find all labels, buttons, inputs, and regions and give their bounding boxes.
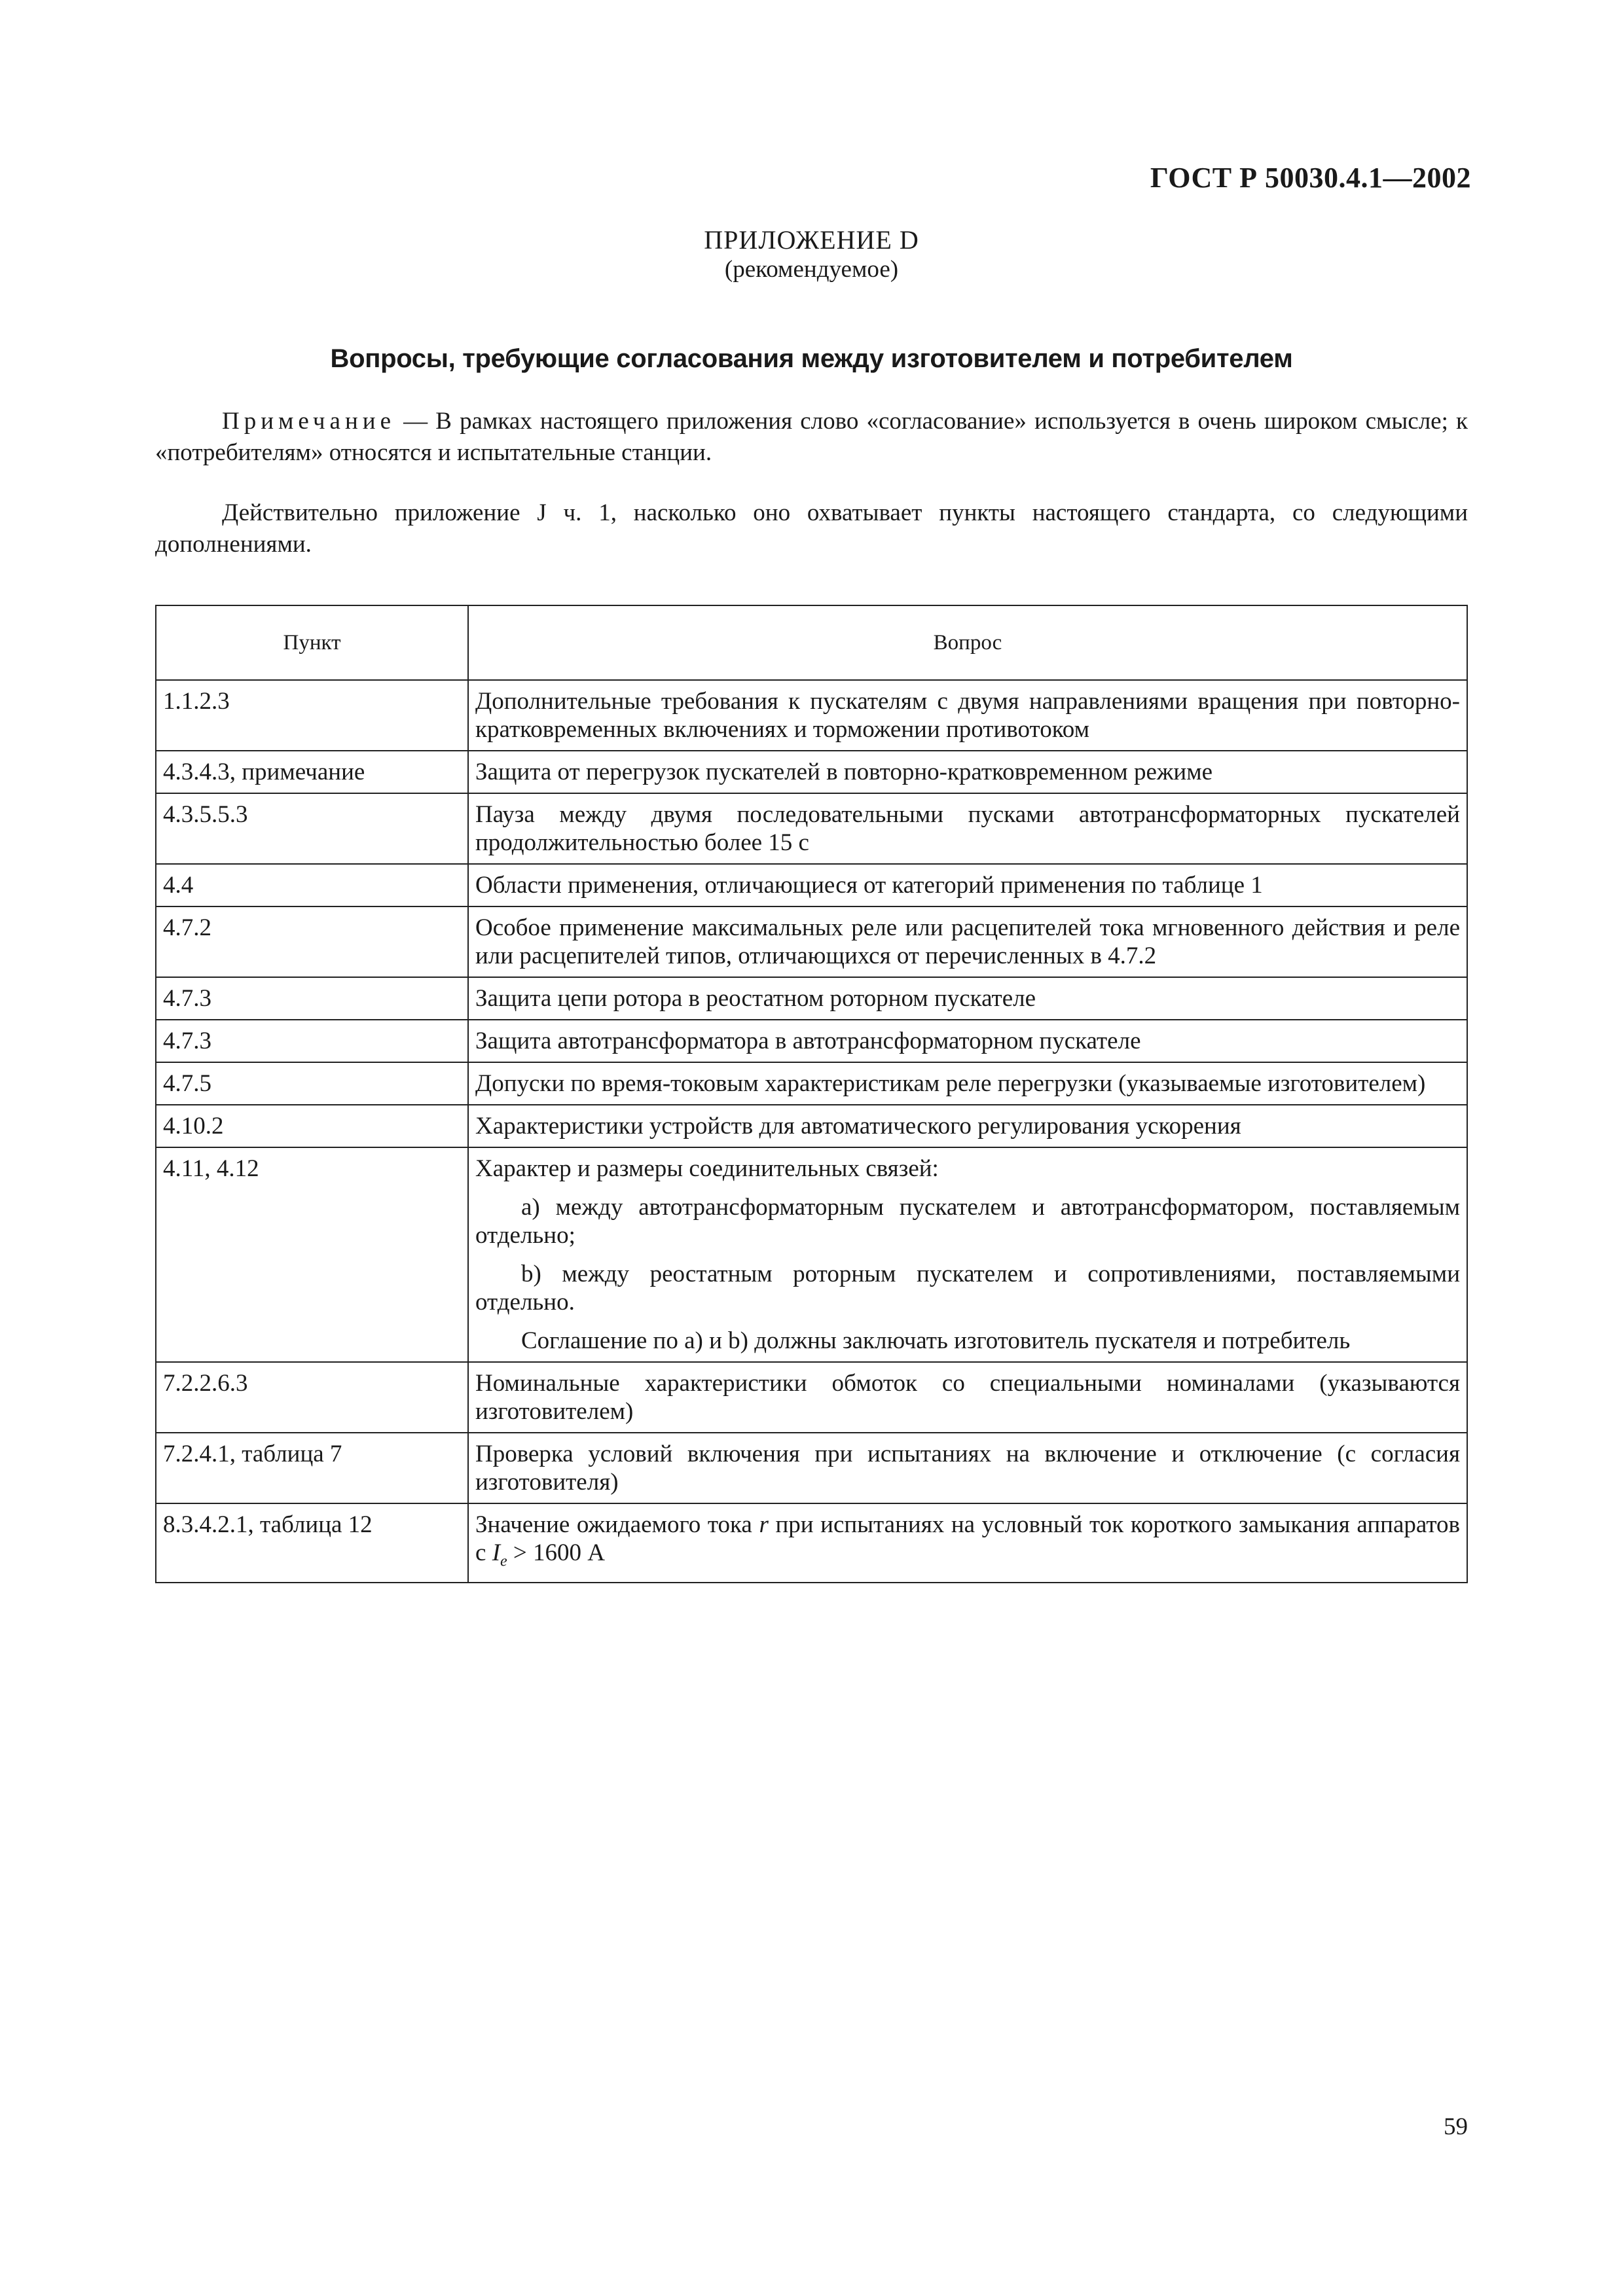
table-row: [156, 751, 1467, 793]
question-cell: Особое применение максимальных реле или расцепителей тока мгновенного действия и реле или расцепителей типов, отличающихся от перечисленных в 4.7.2: [468, 906, 1467, 977]
header-clause: Пункт: [156, 605, 468, 680]
clause-cell: 4.7.5: [156, 1062, 468, 1105]
question-cell: Области применения, отличающиеся от категорий применения по таблице 1: [468, 864, 1467, 906]
clause-cell: 4.7.3: [156, 977, 468, 1020]
subscript-e: e: [500, 1552, 507, 1570]
question-cell: Дополнительные требования к пускателям с двумя направлениями вращения при повторно-кратковременных включениях и торможении противотоком: [468, 680, 1467, 751]
question-item: Соглашение по а) и b) должны заключать изготовитель пускателя и потребитель: [521, 1327, 1351, 1354]
note-text: — В рамках настоящего приложения слово «согласование» используется в очень широком смысле; к «потребителям» относятся и испытательные станции.: [155, 408, 1468, 466]
clause-cell: 4.4: [156, 864, 468, 906]
question-lead: Характер и размеры соединительных связей:: [475, 1155, 939, 1182]
table-row: [156, 1433, 1467, 1503]
table-row: [156, 1020, 1467, 1062]
question-text: > 1600 А: [507, 1539, 606, 1566]
question-cell: Защита автотрансформатора в автотрансформаторном пускателе: [468, 1020, 1467, 1062]
header-question: Вопрос: [468, 605, 1467, 680]
clause-cell: 8.3.4.2.1, таблица 12: [156, 1503, 468, 1583]
question-cell: Проверка условий включения при испытаниях на включение и отключение (с согласия изготовителя): [468, 1433, 1467, 1503]
question-cell: Номинальные характеристики обмоток со специальными номиналами (указываются изготовителем): [468, 1362, 1467, 1433]
intro-paragraph: Действительно приложение J ч. 1, насколько оно охватывает пункты настоящего стандарта, со следующими дополнениями.: [155, 499, 1468, 558]
table-header-row: [156, 605, 1467, 680]
variable-i: I: [492, 1539, 501, 1566]
question-cell: Пауза между двумя последовательными пусками автотрансформаторных пускателей продолжительностью более 15 с: [468, 793, 1467, 864]
note-label: Примечание: [222, 408, 395, 435]
table-row: [156, 793, 1467, 864]
clause-cell: 4.10.2: [156, 1105, 468, 1147]
question-text: Значение ожидаемого тока: [475, 1511, 759, 1538]
table-row: [156, 864, 1467, 906]
table-row: [156, 977, 1467, 1020]
section-title: Вопросы, требующие согласования между изготовителем и потребителем: [330, 344, 1293, 373]
appendix-subtitle: (рекомендуемое): [724, 256, 899, 283]
table-row: [156, 1503, 1467, 1583]
appendix-heading: [0, 225, 1623, 284]
question-cell: Допуски по время-токовым характеристикам реле перегрузки (указываемые изготовителем): [468, 1062, 1467, 1105]
table-row: [156, 1105, 1467, 1147]
clause-cell: 4.3.4.3, примечание: [156, 751, 468, 793]
question-item: а) между автотрансформаторным пускателем и автотрансформатором, поставляемым отдельно;: [475, 1194, 1460, 1249]
question-cell: Защита цепи ротора в реостатном роторном пускателе: [468, 977, 1467, 1020]
clause-cell: 4.7.3: [156, 1020, 468, 1062]
question-cell: [468, 1147, 1467, 1362]
document-code: ГОСТ Р 50030.4.1—2002: [1150, 162, 1471, 194]
clause-cell: 7.2.4.1, таблица 7: [156, 1433, 468, 1503]
clause-cell: 4.3.5.5.3: [156, 793, 468, 864]
variable-ie: [492, 1539, 507, 1570]
question-cell: [468, 1503, 1467, 1583]
requirements-table: [155, 605, 1468, 1583]
question-cell: Характеристики устройств для автоматического регулирования ускорения: [468, 1105, 1467, 1147]
note-paragraph: [155, 406, 1468, 469]
table-row: [156, 1147, 1467, 1362]
question-item: b) между реостатным роторным пускателем и сопротивлениями, поставляемыми отдельно.: [475, 1261, 1460, 1316]
question-cell: Защита от перегрузок пускателей в повторно-кратковременном режиме: [468, 751, 1467, 793]
appendix-title: ПРИЛОЖЕНИЕ D: [704, 225, 919, 255]
table-row: [156, 1362, 1467, 1433]
clause-cell: 4.11, 4.12: [156, 1147, 468, 1362]
table-row: [156, 906, 1467, 977]
clause-cell: 1.1.2.3: [156, 680, 468, 751]
page-number: 59: [1444, 2113, 1468, 2140]
table-row: [156, 1062, 1467, 1105]
clause-cell: 4.7.2: [156, 906, 468, 977]
clause-cell: 7.2.2.6.3: [156, 1362, 468, 1433]
question-text: при испытаниях на условный ток короткого замыкания аппаратов с: [475, 1511, 1460, 1566]
variable-r: r: [759, 1511, 769, 1538]
table-row: [156, 680, 1467, 751]
